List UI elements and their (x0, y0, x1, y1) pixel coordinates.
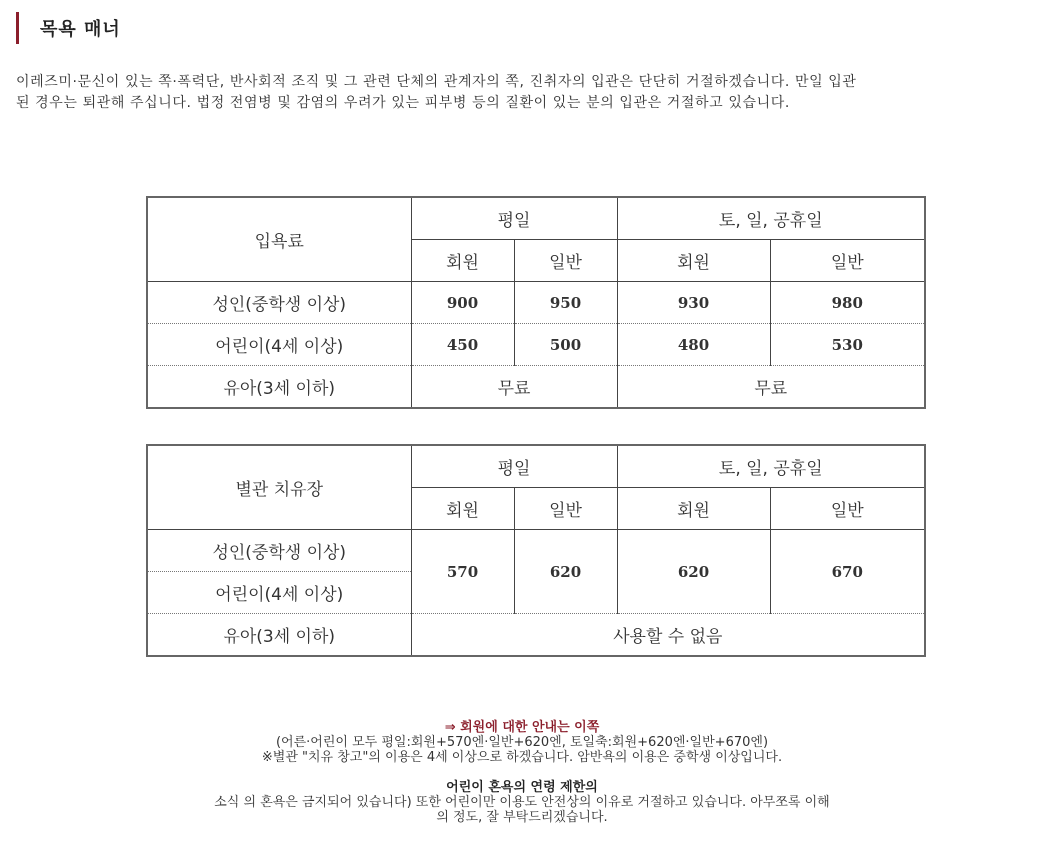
general-header: 일반 (514, 488, 617, 530)
price-cell: 무료 (617, 366, 925, 409)
price-cell: 950 (514, 282, 617, 324)
child-bath-notice (0, 780, 1044, 825)
weekend-header: 토, 일, 공휴일 (617, 445, 925, 488)
notice-line-4: 의 정도, 잘 부탁드리겠습니다. (436, 810, 608, 825)
price-cell: 무료 (411, 366, 617, 409)
section-accent-bar (16, 12, 19, 44)
section-title: 목욕 매너 (40, 19, 121, 40)
table-row (147, 614, 925, 657)
price-cell: 670 (770, 530, 925, 614)
unavailable-cell: 사용할 수 없음 (411, 614, 925, 657)
bath-fee-title: 입욕료 (147, 197, 411, 282)
price-cell: 570 (411, 530, 514, 614)
member-info-link[interactable]: ⇒ 회원에 대한 안내는 이쪽 (444, 720, 600, 735)
row-label: 성인(중학생 이상) (147, 282, 411, 324)
section-header (16, 12, 121, 44)
price-cell: 480 (617, 324, 770, 366)
member-header: 회원 (411, 240, 514, 282)
bath-fee-table (146, 196, 926, 409)
intro-line-1: 이레즈미·문신이 있는 쪽·폭력단, 반사회적 조직 및 그 관련 단체의 관계자의 쪽, 진취자의 입관은 단단히 거절하겠습니다. 만일 입관 (16, 74, 857, 90)
member-header: 회원 (617, 240, 770, 282)
price-cell: 500 (514, 324, 617, 366)
notice-heading: 어린이 혼욕의 연령 제한의 (446, 780, 598, 795)
row-label: 성인(중학생 이상) (147, 530, 411, 572)
member-header: 회원 (617, 488, 770, 530)
price-cell: 900 (411, 282, 514, 324)
weekday-header: 평일 (411, 197, 617, 240)
row-label: 유아(3세 이하) (147, 366, 411, 409)
table-row (147, 324, 925, 366)
price-cell: 530 (770, 324, 925, 366)
price-cell: 930 (617, 282, 770, 324)
general-header: 일반 (514, 240, 617, 282)
notice-line-2: ※별관 "치유 창고"의 이용은 4세 이상으로 하겠습니다. 암반욕의 이용은 중학생 이상입니다. (261, 750, 783, 765)
price-cell: 450 (411, 324, 514, 366)
member-notice (0, 720, 1044, 765)
intro-line-2: 된 경우는 퇴관해 주십니다. 법정 전염병 및 감염의 우려가 있는 피부병 등의 질환이 있는 분의 입관은 거절하고 있습니다. (16, 95, 790, 111)
table-row (147, 366, 925, 409)
general-header: 일반 (770, 488, 925, 530)
weekend-header: 토, 일, 공휴일 (617, 197, 925, 240)
row-label: 어린이(4세 이상) (147, 572, 411, 614)
member-header: 회원 (411, 488, 514, 530)
healing-room-fee-table (146, 444, 926, 657)
price-cell: 620 (617, 530, 770, 614)
table-row (147, 282, 925, 324)
price-cell: 620 (514, 530, 617, 614)
notice-line-3: 소식 의 혼욕은 금지되어 있습니다) 또한 어린이만 이용도 안전상의 이유로 거절하고 있습니다. 아무쪼록 이해 (214, 795, 830, 810)
table-row (147, 530, 925, 572)
notice-line-1: (어른·어린이 모두 평일:회원+570엔·일반+620엔, 토일축:회원+620엔·일반+670엔) (275, 735, 769, 750)
row-label: 어린이(4세 이상) (147, 324, 411, 366)
row-label: 유아(3세 이하) (147, 614, 411, 657)
healing-room-title: 별관 치유장 (147, 445, 411, 530)
general-header: 일반 (770, 240, 925, 282)
weekday-header: 평일 (411, 445, 617, 488)
intro-text (16, 72, 1026, 114)
price-cell: 980 (770, 282, 925, 324)
